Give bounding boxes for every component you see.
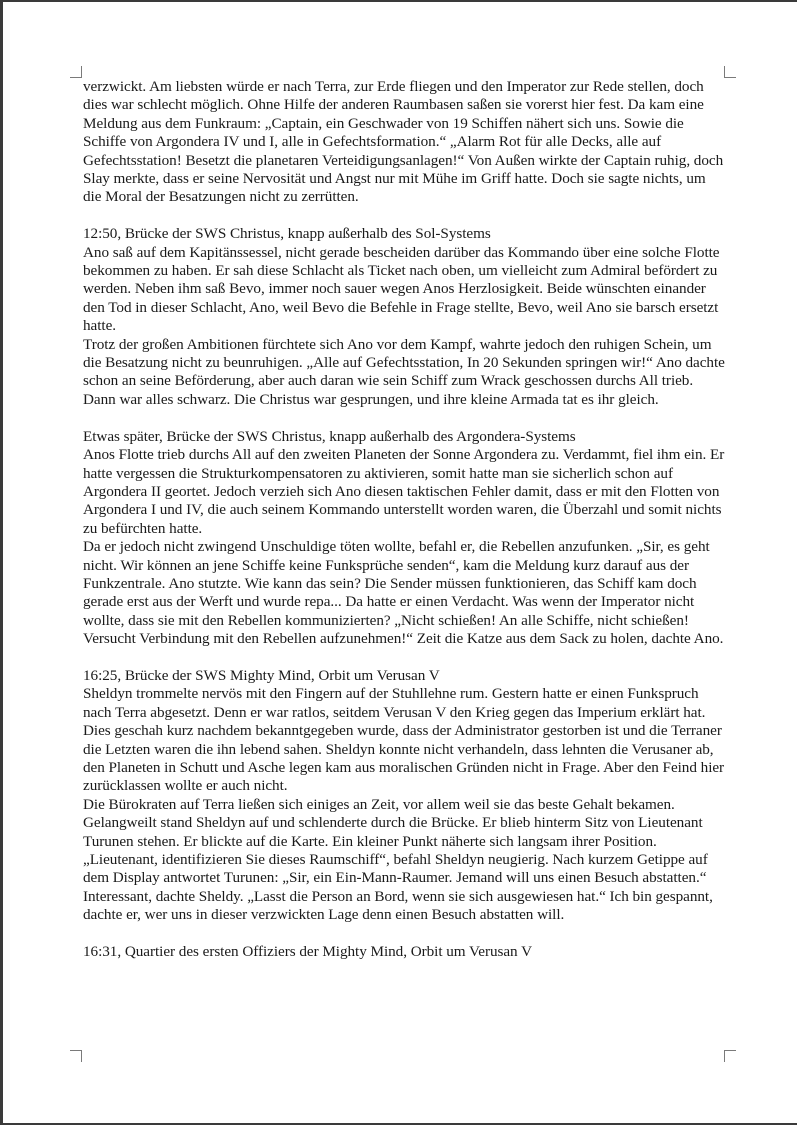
blank-line <box>83 409 725 427</box>
paragraph: Trotz der großen Ambitionen fürchtete sich Ano vor dem Kampf, wahrte jedoch den ruhigen Schein, um die Besatzung nicht zu beunruhigen. „Alle auf Gefechtsstation, In 20 Sekunden springen wir!“ Ano dachte schon an seine Beförderung, aber auch daran wie sein Schiff zum Wrack geschossen durchs All trieb. Dann war alles schwarz. Die Christus war gesprungen, und ihre kleine Armada tat es ihr gleich. <box>83 335 725 408</box>
scene-heading: Etwas später, Brücke der SWS Christus, knapp außerhalb des Argondera-Systems <box>83 427 576 445</box>
margin-corner-bottom-left <box>70 1050 82 1062</box>
margin-corner-bottom-right <box>724 1050 736 1062</box>
margin-corner-top-left <box>70 66 82 78</box>
paragraph: verzwickt. Am liebsten würde er nach Terra, zur Erde fliegen und den Imperator zur Rede stellen, doch dies war schlecht möglich. Ohne Hilfe der anderen Raumbasen saßen sie vorerst hier fest. Da kam eine Meldung aus dem Funkraum: „Captain, ein Geschwader von 19 Schiffen nähert sich uns. Sowie die Schiffe von Argondera IV und I, alle in Gefechtsformation.“ „Alarm Rot für alle Decks, alle auf Gefechtsstation! Besetzt die planetaren Verteidigungsanlagen!“ Von Außen wirkte der Captain ruhig, doch Slay merkte, dass er seine Nervosität und Angst nur mit Mühe im Griff hatte. Doch sie sagte nichts, um die Moral der Besatzungen nicht zu zerrütten. <box>83 78 724 206</box>
scene-heading: 16:25, Brücke der SWS Mighty Mind, Orbit um Verusan V <box>83 666 440 684</box>
scene-heading: 12:50, Brücke der SWS Christus, knapp außerhalb des Sol-Systems <box>83 225 491 243</box>
margin-corner-top-right <box>724 66 736 78</box>
paragraph: Ano saß auf dem Kapitänssessel, nicht gerade bescheiden darüber das Kommando über eine solche Flotte bekommen zu haben. Er sah diese Schlacht als Ticket nach oben, um vielleicht zum Admiral befördert zu werden. Neben ihm saß Bevo, immer noch sauer wegen Anos Herzlosigkeit. Beide wünschten einander den Tod in dieser Schlacht, Ano, weil Bevo die Befehle in Frage stellte, Bevo, weil Ano sie barsch ersetzt hatte. <box>83 243 720 335</box>
blank-line <box>83 207 725 225</box>
scene-heading: 16:31, Quartier des ersten Offiziers der Mighty Mind, Orbit um Verusan V <box>83 943 532 961</box>
paragraph: Anos Flotte trieb durchs All auf den zweiten Planeten der Sonne Argondera zu. Verdammt, fiel ihm ein. Er hatte vergessen die Strukturkompensatoren zu aktivieren, somit hatte man sie sicherlich schon auf Argondera II geortet. Jedoch verzieh sich Ano diesen taktischen Fehler damit, dass er mit den Flotten von Argondera I und IV, die auch seinem Kommando unterstellt worden waren, die Überzahl und somit nichts zu befürchten hatte. <box>83 446 725 537</box>
paragraph: Die Bürokraten auf Terra ließen sich einiges an Zeit, vor allem weil sie das beste Gehalt bekamen. Gelangweilt stand Sheldyn auf und schlenderte durch die Brücke. Er blieb hinterm Sitz von Lieutenant Turunen stehen. Er blickte auf die Karte. Ein kleiner Punkt näherte sich langsam ihrer Position. „Lieutenant, identifizieren Sie dieses Raumschiff“, befahl Sheldyn neugierig. Nach kurzem Getippe auf dem Display antwortet Turunen: „Sir, ein Ein-Mann-Raumer. Jemand will uns einen Besuch abstatten.“ Interessant, dachte Sheldy. „Lasst die Person an Bord, wenn sie sich ausgewiesen hat.“ Ich bin gespannt, dachte er, wer uns in dieser verzwickten Lage denn einen Besuch abstatten will. <box>83 795 713 924</box>
blank-line <box>83 925 725 943</box>
paragraph: Da er jedoch nicht zwingend Unschuldige töten wollte, befahl er, die Rebellen anzufunken. „Sir, es geht nicht. Wir können an jene Schiffe keine Funksprüche senden“, kam die Meldung kurz darauf aus der Funkzentrale. Ano stutzte. Wie kann das sein? Die Sender müssen funktionieren, das Schiff kam doch gerade erst aus der Werft und wurde repa... Da hatte er einen Verdacht. Was wenn der Imperator nicht wollte, dass sie mit den Rebellen kommunizierten? „Nicht schießen! An alle Schiffe, nicht schießen! Versucht Verbindung mit den Rebellen aufzunehmen!“ Zeit die Katze aus dem Sack zu holen, dachte Ano. <box>83 538 724 648</box>
document-body[interactable] <box>83 78 725 961</box>
paragraph: Sheldyn trommelte nervös mit den Fingern auf der Stuhllehne rum. Gestern hatte er einen Funkspruch nach Terra abgesetzt. Denn er war ratlos, seitdem Verusan V den Krieg gegen das Imperium erklärt hat. Dies geschah kurz nachdem bekanntgegeben wurde, dass der Administrator gestorben ist und die Terraner die Letzten waren die ihn lebend sahen. Sheldyn konnte nicht verhandeln, dass lehnten die Verusaner ab, den Planeten in Schutt und Asche legen kam aus moralischen Gründen nicht in Frage. Aber den Feind hier zurücklassen wollte er auch nicht. <box>83 685 725 795</box>
blank-line <box>83 649 725 667</box>
